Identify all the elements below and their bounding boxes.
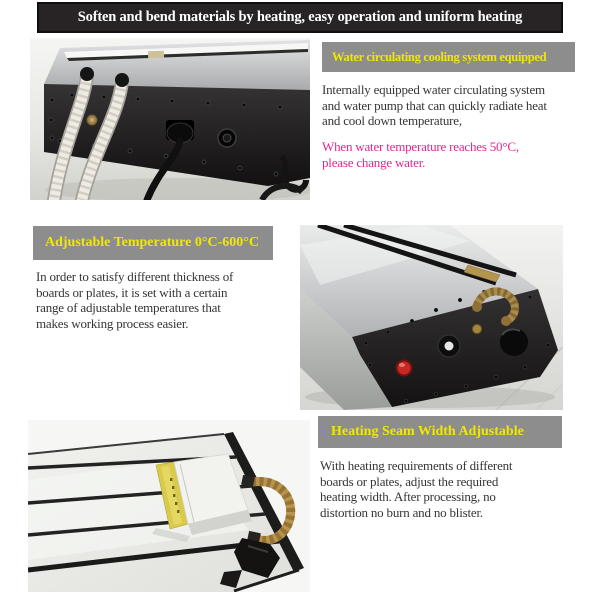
text-line: distortion no burn and no blister. (320, 504, 483, 520)
section-seam-width-body (320, 458, 512, 520)
machine-top-view-illustration (28, 420, 310, 592)
round-connector-center (223, 134, 231, 142)
label-tag (148, 51, 164, 59)
knob-indicator (445, 342, 454, 351)
top-banner (37, 2, 563, 33)
red-power-button (397, 361, 412, 376)
photo-machine-top-view (28, 420, 310, 592)
text-line: and water pump that can quickly radiate heat (322, 97, 547, 113)
text-line: range of adjustable temperatures that (36, 300, 221, 315)
section-cooling-warning-note (322, 139, 519, 170)
section-cooling-heading-bar (322, 42, 575, 72)
section-temperature-heading-bar (33, 226, 273, 260)
section-temperature-body (36, 269, 233, 331)
text-line: heating width. After processing, no (320, 489, 496, 504)
section-heading-text: Water circulating cooling system equipped (332, 50, 547, 64)
text-line: Internally equipped water circulating system (322, 82, 545, 97)
text-line: In order to satisfy different thickness of (36, 269, 234, 284)
text-line: When water temperature reaches 50°C, (322, 139, 519, 154)
section-heading-text: Heating Seam Width Adjustable (331, 424, 524, 439)
section-heading-text: Adjustable Temperature 0°C-600°C (45, 235, 259, 250)
text-line: With heating requirements of different (320, 458, 513, 473)
brass-valve (473, 325, 482, 334)
machine-rear-illustration (30, 38, 310, 200)
section-cooling-body (322, 82, 547, 129)
red-button-highlight (399, 363, 405, 367)
text-line: please change water. (322, 154, 426, 170)
text-line: and cool down temperature, (322, 113, 462, 128)
section-seam-width-heading-bar (318, 416, 562, 448)
text-line: boards or plates, adjust the required (320, 473, 499, 489)
photo-machine-angled-view (300, 225, 563, 410)
photo-machine-rear-with-hoses (30, 38, 310, 200)
machine-angled-illustration (300, 225, 563, 410)
banner-text: Soften and bend materials by heating, easy operation and uniform heating (77, 9, 523, 25)
text-line: makes working process easier. (36, 315, 189, 331)
text-line: boards or plates, it is set with a certain (36, 284, 228, 300)
brass-fitting-center (90, 118, 94, 122)
